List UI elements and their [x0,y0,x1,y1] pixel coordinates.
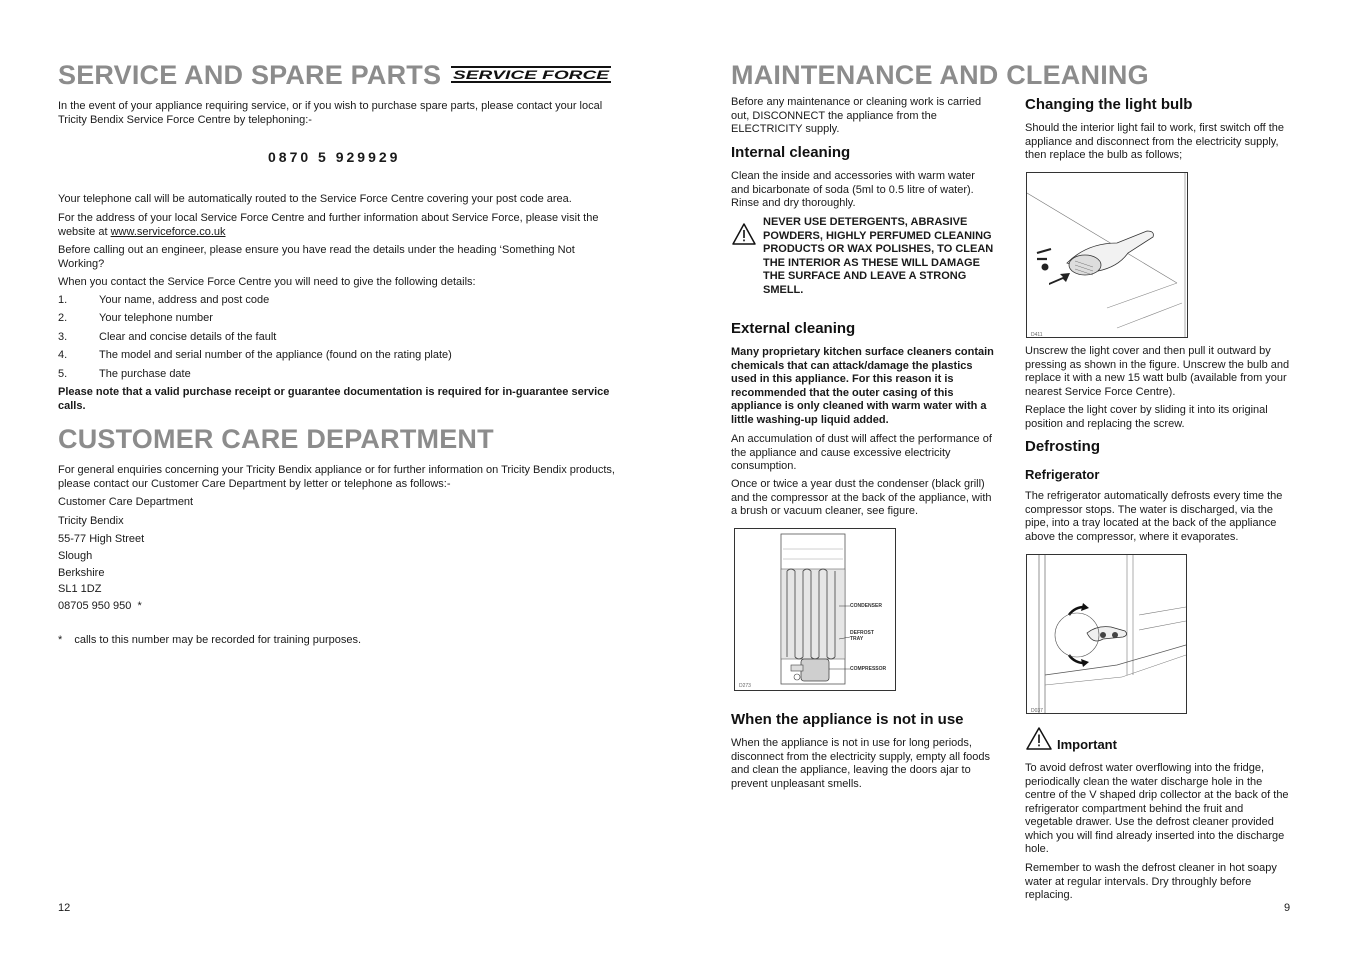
address-info-text [58,212,628,239]
warning-icon [731,222,757,246]
service-intro: In the event of your appliance requiring service, or if you wish to purchase spare parts, please contact your local Tricity Bendix Service Force Centre by telephoning:- [58,100,603,126]
list-item-text: The model and serial number of the appliance (found on the rating plate) [99,349,452,361]
before-calling-text: Before calling out an engineer, please ensure you have read the details under the heading ‘Something Not Working? [58,244,575,270]
list-item-text: The purchase date [99,368,191,380]
interior-warning-text: NEVER USE DETERGENTS, ABRASIVE POWDERS, HIGHLY PERFUMED CLEANING PRODUCTS OR WAX POLISHES, TO CLEAN THE INTERIOR AS THESE WILL DAMAGE THE SURFACE AND LEAVE A STRONG SMELL. [763,216,994,296]
address-info-prefix: For the address of your local Service Force Centre and further information about Service Force, please visit the website at [58,212,599,238]
address-line: SL1 1DZ [58,583,102,595]
light-bulb-heading: Changing the light bulb [1025,96,1193,113]
address-line: Customer Care Department [58,496,194,508]
list-item-text: Clear and concise details of the fault [99,331,277,343]
defrost-figure [1026,554,1187,714]
important-text: To avoid defrost water overflowing into the fridge, periodically clean the water discharge hole in the centre of the V shaped drip collector at the back of the refrigerator compartment behind the fruit and vegetable drawer. Use the defrost cleaner provided which you will find already inserted into the discharge hole. [1025,762,1289,855]
details-list [58,294,638,384]
important-warning-icon [1025,726,1053,752]
customer-care-title: CUSTOMER CARE DEPARTMENT [58,424,494,454]
svg-text:SERVICE FORCE: SERVICE FORCE [453,68,611,82]
light-bulb-figure [1026,172,1188,338]
list-item [58,368,638,382]
disconnect-intro: Before any maintenance or cleaning work is carried out, DISCONNECT the appliance from the ELECTRICITY supply. [731,96,982,135]
defrost-cleaner-illustration [1027,555,1186,713]
service-title: SERVICE AND SPARE PARTS [58,60,442,90]
refrigerator-heading: Refrigerator [1025,467,1100,482]
page-number-right: 9 [1284,902,1291,914]
figure-code: D411 [1031,332,1043,338]
page-number-left: 12 [58,902,71,914]
footnote [58,634,361,648]
address-line: Tricity Bendix [58,515,124,527]
dust-condenser-text: Once or twice a year dust the condenser (black grill) and the compressor at the back of the appliance, with a brush or vacuum cleaner, see figure. [731,478,992,517]
defrosting-heading: Defrosting [1025,438,1100,455]
list-item-text: Your telephone number [99,312,213,324]
important-heading: Important [1057,737,1117,752]
condenser-figure [734,528,896,691]
not-in-use-heading: When the appliance is not in use [731,711,964,728]
list-item-number: 4. [58,349,68,361]
list-item-number: 3. [58,331,68,343]
customer-care-phone: 08705 950 950 * [58,600,142,612]
customer-care-intro: For general enquiries concerning your Tricity Bendix appliance or for further information on Tricity Bendix products, please contact our Customer Care Department by letter or telephone as follows:- [58,464,615,490]
footnote-text: calls to this number may be recorded for training purposes. [74,634,362,646]
address-line: 55-77 High Street [58,533,145,545]
call-routed-text: Your telephone call will be automatically routed to the Service Force Centre covering your post code area. [58,193,572,205]
service-force-logo [451,66,611,84]
defrost-tray-label: DEFROST TRAY [850,630,874,642]
address-line: Berkshire [58,567,105,579]
serviceforce-website-link[interactable]: www.serviceforce.co.uk [110,225,226,238]
list-item [58,312,638,326]
footnote-star: * [58,634,63,646]
list-item [58,294,638,308]
list-item-text: Your name, address and post code [99,294,270,306]
internal-cleaning-heading: Internal cleaning [731,144,851,161]
when-contact-text: When you contact the Service Force Centre you will need to give the following details: [58,276,476,288]
service-phone-number: 0870 5 929929 [268,149,401,165]
list-item [58,349,638,363]
guarantee-note: Please note that a valid purchase receipt or guarantee documentation is required for in-guarantee service calls. [58,386,610,412]
not-in-use-text: When the appliance is not in use for long periods, disconnect from the electricity supply, empty all foods and clean the appliance, leaving the doors ajar to prevent unpleasant smells. [731,737,991,790]
dust-performance-text: An accumulation of dust will affect the performance of the appliance and cause excessive electricity consumption. [731,433,992,472]
refrigerator-defrost-text: The refrigerator automatically defrosts every time the compressor stops. The water is discharged, via the pipe, into a tray located at the back of the appliance above the compressor, where it evaporates. [1025,490,1283,543]
maintenance-title: MAINTENANCE AND CLEANING [731,60,1149,90]
address-line: Slough [58,550,93,562]
external-cleaning-warning: Many proprietary kitchen surface cleaners contain chemicals that can attack/damage the plastics used in this appliance. For this reason it is recommended that the outer casing of this appliance is only cleaned with warm water with a little washing-up liquid added. [731,346,994,426]
condenser-label: CONDENSER [850,603,882,609]
remember-text: Remember to wash the defrost cleaner in hot soapy water at regular intervals. Dry throughly before replacing. [1025,862,1277,901]
light-bulb-text: Should the interior light fail to work, first switch off the appliance and disconnect from the electricity supply, then replace the bulb as follows; [1025,122,1285,161]
list-item-number: 1. [58,294,68,306]
compressor-label: COMPRESSOR [850,666,887,672]
replace-cover-text: Replace the light cover by sliding it into its original position and replacing the screw. [1025,404,1268,430]
list-item-number: 2. [58,312,68,324]
list-item-number: 5. [58,368,68,380]
list-item [58,331,638,345]
unscrew-bulb-text: Unscrew the light cover and then pull it outward by pressing as shown in the figure. Unscrew the bulb and replace it with a new 15 watt bulb (available from your nearest Service Force Centre). [1025,345,1290,398]
figure-code: D037 [1031,708,1043,714]
figure-code: D273 [739,683,751,689]
bulb-replacement-illustration [1027,173,1187,337]
internal-cleaning-text: Clean the inside and accessories with warm water and bicarbonate of soda (5ml to 0.5 litre of water). Rinse and dry thoroughly. [731,170,975,209]
external-cleaning-heading: External cleaning [731,320,856,337]
